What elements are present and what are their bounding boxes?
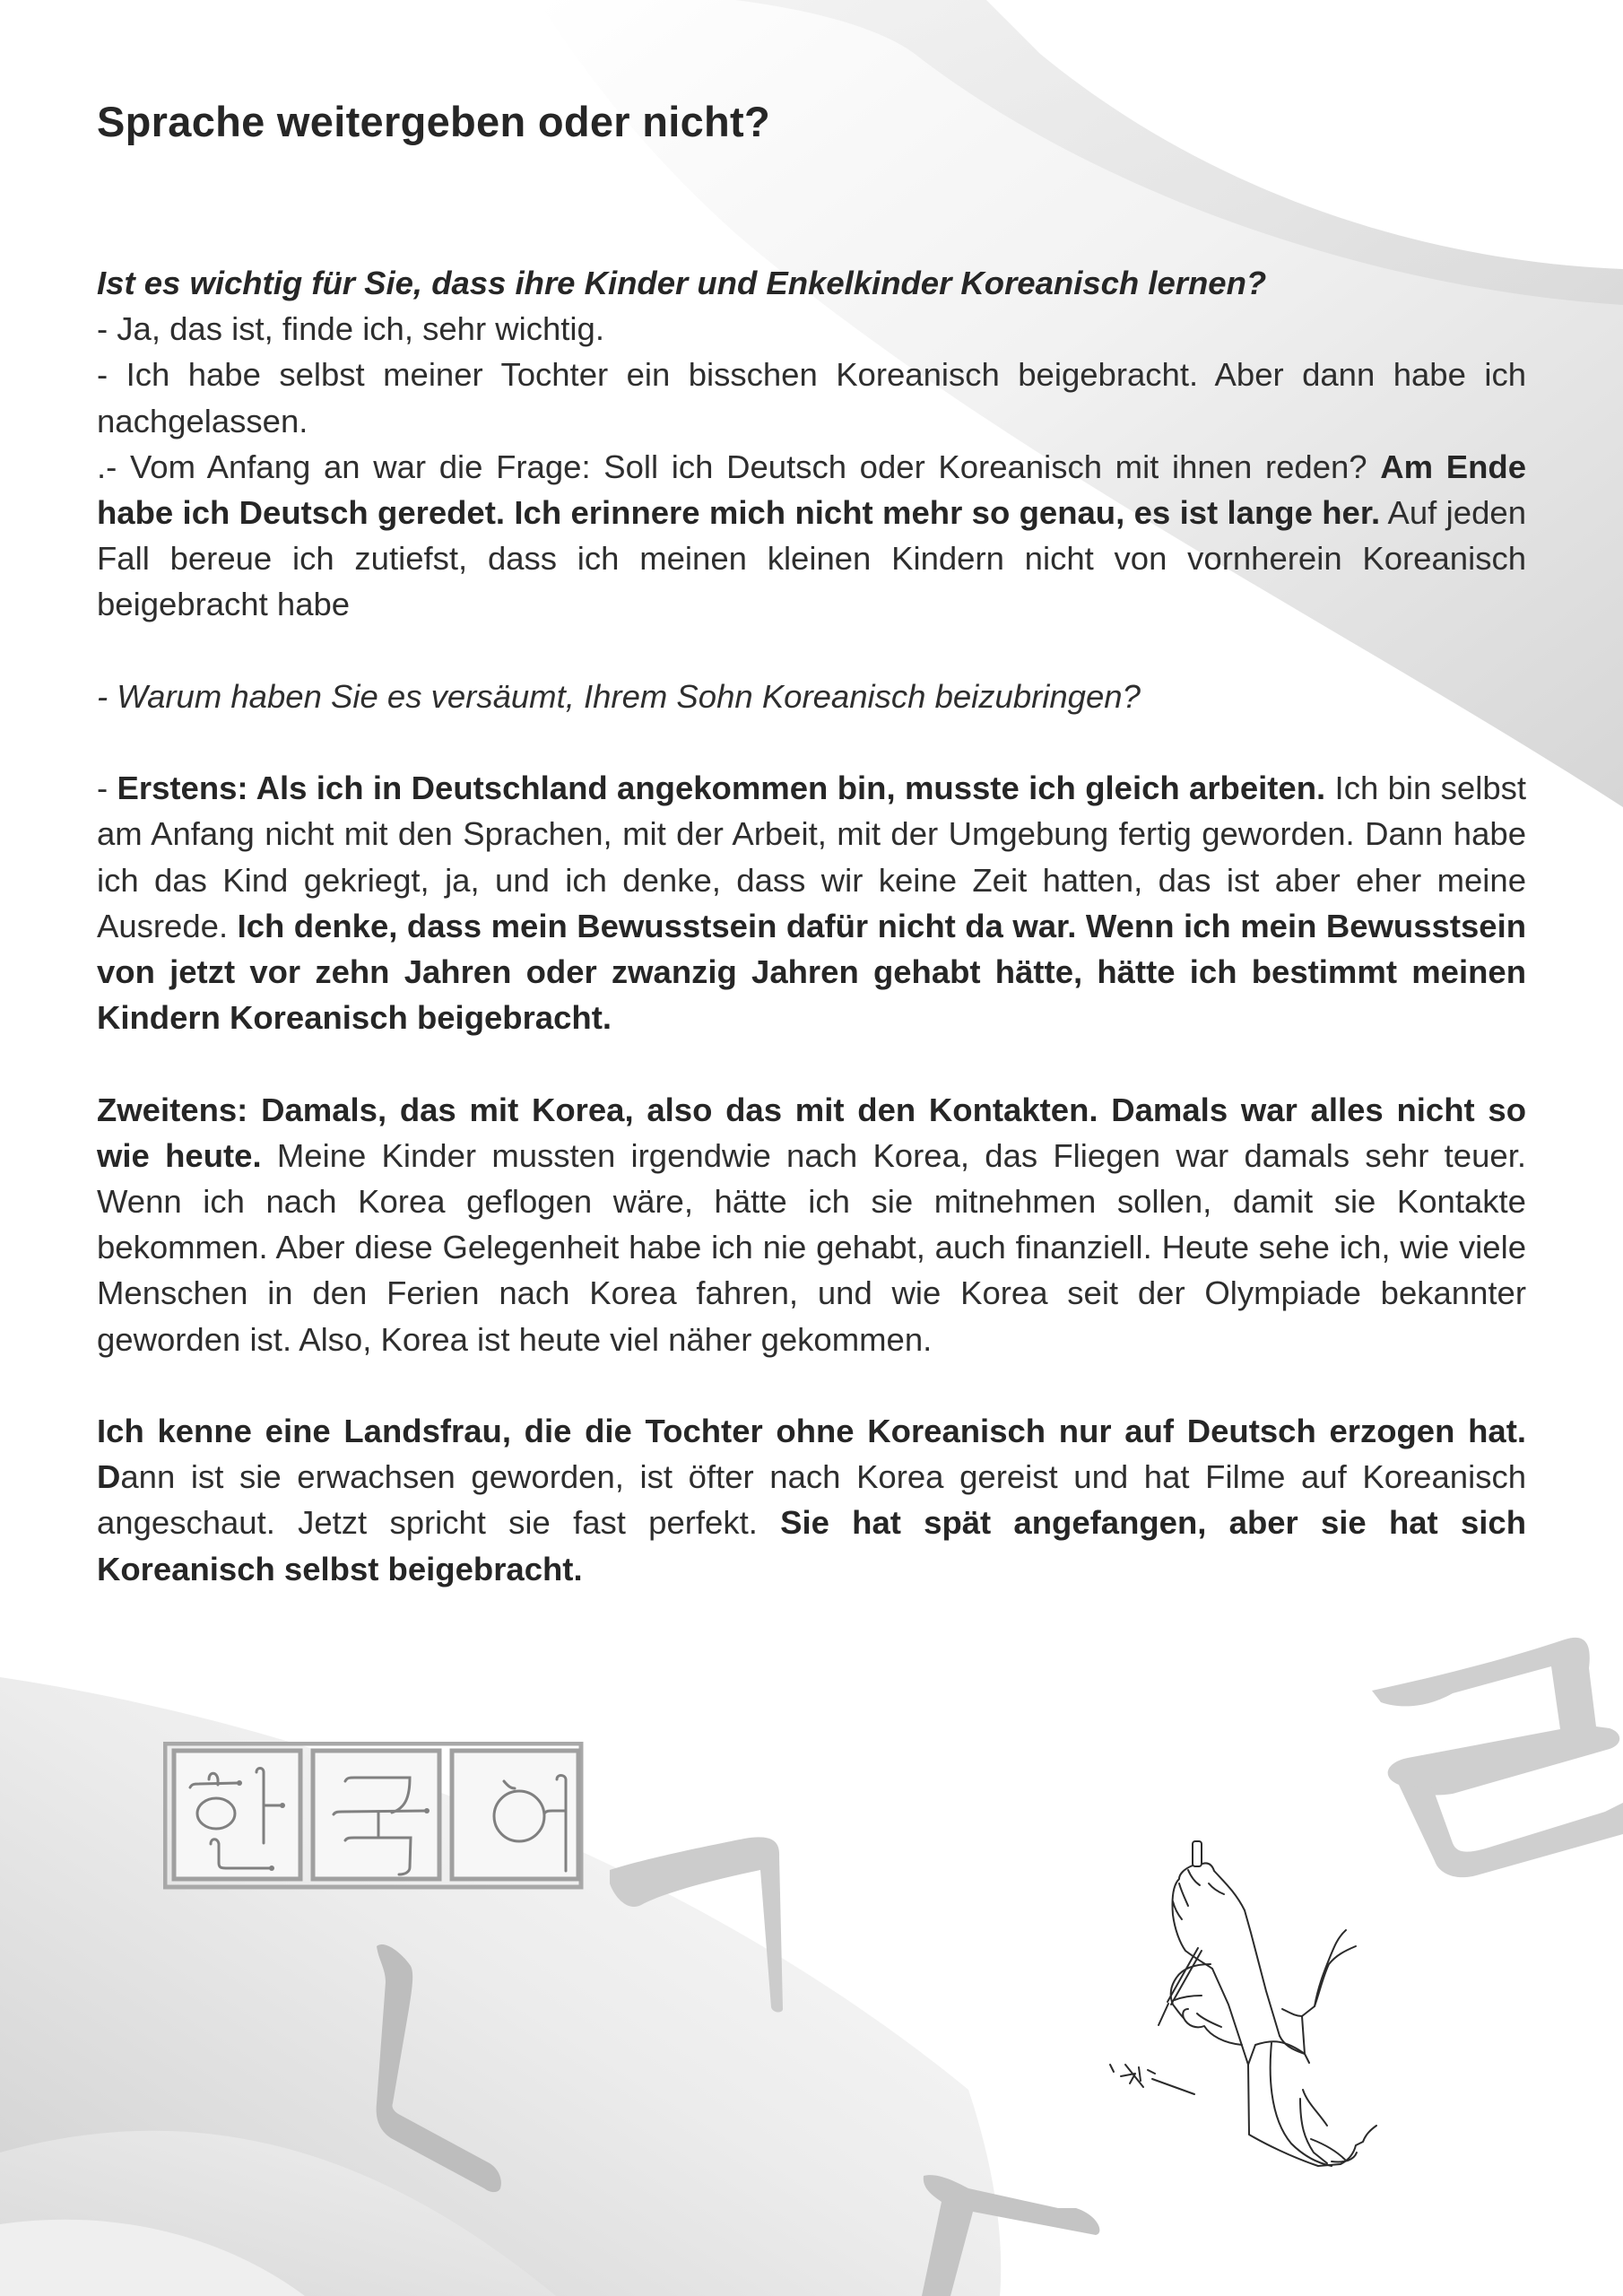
paragraph-zweitens (97, 1087, 1526, 1362)
answer-paragraph (97, 444, 1526, 628)
hands-writing-illustration (1076, 1830, 1399, 2179)
question-2 (97, 674, 1526, 719)
answer-text: Auf jeden Fall bereue ich zutiefst, dass ich meinen kleinen Kindern nicht von vornherein Koreanisch beigebracht habe (97, 494, 1526, 623)
answer-text: .- Vom Anfang an war die Frage: Soll ich Deutsch oder Koreanisch mit ihnen reden? (97, 448, 1381, 485)
paragraph-bold-text: Sie hat spät angefangen, aber sie hat sich Koreanisch selbst beigebracht. (97, 1504, 1526, 1587)
page-title: Sprache weitergeben oder nicht? (97, 98, 771, 145)
paragraph-bold-text: Ich denke, dass mein Bewusstsein dafür nicht da war. Wenn ich mein Bewusstsein von jetzt vor zehn Jahren oder zwanzig Jahren gehabt hätte, hätte ich bestimmt meinen Kindern Koreanisch beigebracht. (97, 907, 1527, 1037)
paragraph-bold-text: Ich kenne eine Landsfrau, die die Tochter ohne Koreanisch nur auf Deutsch erzogen hat. D (97, 1413, 1526, 1496)
answer-line (97, 352, 1526, 443)
paragraph-erstens (97, 765, 1526, 1040)
answer-text: - Ich habe selbst meiner Tochter ein bisschen Koreanisch beigebracht. Aber dann habe ich nachgelassen. (97, 356, 1526, 439)
paragraph-landsfrau (97, 1408, 1526, 1592)
paragraph-bold-text: Erstens: Als ich in Deutschland angekommen bin, musste ich gleich arbeiten. (117, 770, 1326, 807)
answer-line (97, 306, 1526, 352)
spacer (97, 1040, 1526, 1086)
question-text: Ist es wichtig für Sie, dass ihre Kinder und Enkelkinder Koreanisch lernen? (97, 265, 1267, 301)
paragraph-prefix: - (97, 770, 117, 807)
jamo-digeut-shape (922, 2175, 1099, 2296)
interview-text (97, 260, 1526, 1592)
paragraph-text: ann ist sie erwachsen geworden, ist öfter nach Korea gereist und hat Filme auf Koreanisch angeschaut. Jetzt spricht sie fast perfekt. (97, 1458, 1526, 1542)
hangul-word-illustration (163, 1742, 585, 1891)
paragraph-text: Ich bin selbst am Anfang nicht mit den Sprachen, mit der Arbeit, mit der Umgebung fertig geworden. Dann habe ich das Kind gekriegt, ja, und ich denke, dass wir keine Zeit hatten, das ist aber eher meine Ausrede. (97, 770, 1527, 944)
spacer (97, 719, 1526, 765)
answer-bold-text: Am Ende habe ich Deutsch geredet. Ich erinnere mich nicht mehr so genau, es ist lange her. (97, 448, 1526, 532)
hangul-cell-han (174, 1751, 300, 1879)
question-2-text: - Warum haben Sie es versäumt, Ihrem Sohn Koreanisch beizubringen? (97, 677, 1141, 715)
spacer (97, 628, 1526, 674)
jamo-rieul-shape (1372, 1638, 1623, 1877)
question-heading (97, 260, 1526, 306)
spacer (97, 1362, 1526, 1408)
paragraph-text: Meine Kinder mussten irgendwie nach Korea, das Fliegen war damals sehr teuer. Wenn ich nach Korea geflogen wäre, hätte ich sie mitnehmen sollen, damit sie Kontakte bekommen. Aber diese Gelegenheit habe ich nie gehabt, auch finanziell. Heute sehe ich, wie viele Menschen in den Ferien nach Korea fahren, und wie Korea seit der Olympiade bekannter geworden ist. Also, Korea ist heute viel näher gekommen. (97, 1136, 1526, 1358)
answer-text: - Ja, das ist, finde ich, sehr wichtig. (97, 310, 604, 348)
hangul-cell-eo (452, 1751, 578, 1879)
hangul-cell-guk (313, 1751, 439, 1879)
paragraph-bold-text: Zweitens: Damals, das mit Korea, also das mit den Kontakten. Damals war alles nicht so wie heute. (97, 1091, 1526, 1174)
